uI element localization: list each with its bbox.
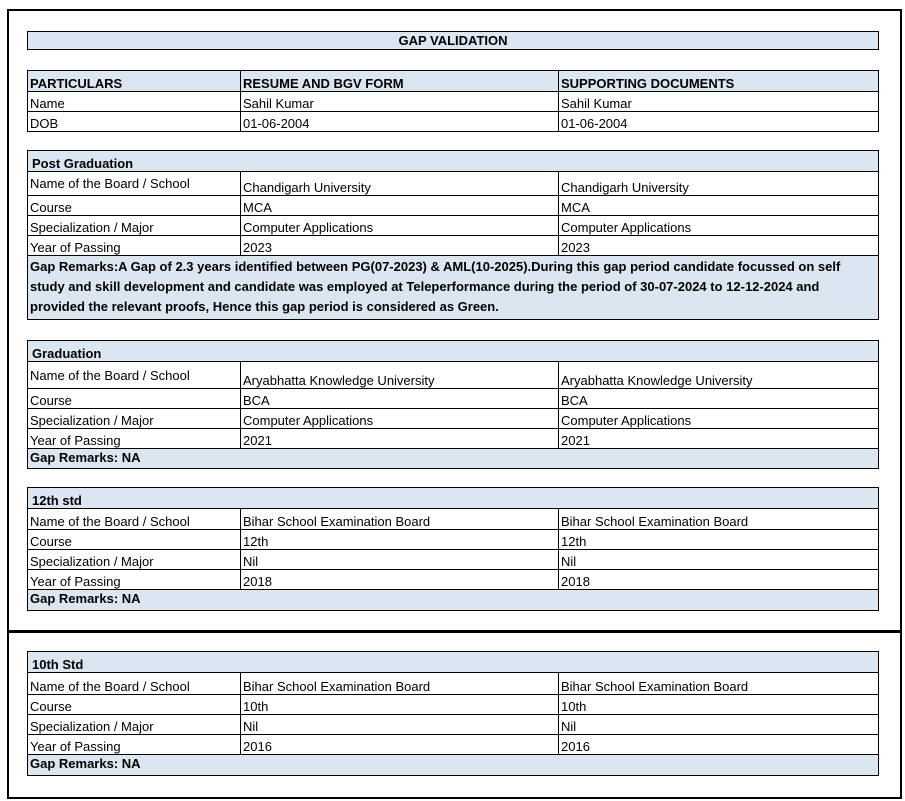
supporting-value: 2023: [561, 240, 590, 255]
table-row: [28, 111, 878, 131]
resume-value: 2018: [241, 570, 559, 589]
gap-remarks: Gap Remarks: NA: [28, 590, 878, 610]
supporting-value: 2021: [561, 433, 590, 448]
table-row: [28, 195, 878, 215]
section-heading-label: 12th std: [32, 493, 82, 508]
resume-value: 01-06-2004: [241, 112, 559, 131]
resume-value: Bihar School Examination Board: [241, 673, 559, 694]
header-particulars: PARTICULARS: [28, 71, 241, 91]
resume-value: 2023: [241, 236, 559, 255]
supporting-value: Computer Applications: [561, 220, 692, 235]
row-label: Name of the Board / School: [28, 509, 241, 529]
supporting-value: Nil: [561, 719, 577, 734]
supporting-value: MCA: [561, 200, 590, 215]
gap-remarks: Gap Remarks: NA: [28, 755, 878, 775]
supporting-value: BCA: [561, 393, 588, 408]
table-row: [28, 235, 878, 255]
resume-value: 2021: [241, 429, 559, 448]
row-label: Specialization / Major: [28, 550, 241, 569]
row-label: Course: [28, 196, 241, 215]
supporting-value: 2016: [561, 739, 590, 754]
table-row: [28, 171, 878, 195]
row-label: Year of Passing: [28, 735, 241, 754]
supporting-value: Bihar School Examination Board: [561, 679, 749, 694]
supporting-value: Computer Applications: [561, 413, 692, 428]
table-row: [28, 734, 878, 754]
supporting-value: 01-06-2004: [561, 116, 628, 131]
section-heading: [28, 151, 878, 171]
resume-value: Chandigarh University: [241, 172, 559, 195]
row-label: Name of the Board / School: [28, 172, 241, 195]
section-graduation: [27, 340, 879, 469]
gap-remarks: Gap Remarks:A Gap of 2.3 years identified between PG(07-2023) & AML(10-2025).During this gap period candidate focussed on self study and skill development and candidate was employed at Teleperformance during the period of 30-07-2024 to 12-12-2024 and provided the relevant proofs, Hence this gap period is considered as Green.: [28, 256, 878, 319]
resume-value: Aryabhatta Knowledge University: [241, 362, 559, 388]
supporting-value: Bihar School Examination Board: [561, 514, 749, 529]
row-label: Name: [28, 92, 241, 111]
resume-value: 12th: [241, 530, 559, 549]
table-row: [28, 569, 878, 589]
page-title: GAP VALIDATION: [27, 31, 879, 50]
resume-value: Computer Applications: [241, 216, 559, 235]
section-heading-label: 10th Std: [32, 657, 84, 672]
gap-remarks: Gap Remarks: NA: [28, 449, 878, 468]
gap-remarks-row: [28, 589, 878, 610]
table-row: [28, 388, 878, 408]
table-row: [28, 694, 878, 714]
row-label: Specialization / Major: [28, 715, 241, 734]
row-label: Year of Passing: [28, 570, 241, 589]
table-row: [28, 714, 878, 734]
row-label: Name of the Board / School: [28, 362, 241, 388]
supporting-value: 12th: [561, 534, 587, 549]
gap-remarks-row: [28, 448, 878, 468]
supporting-value: 2018: [561, 574, 590, 589]
row-label: Year of Passing: [28, 429, 241, 448]
table-row: [28, 428, 878, 448]
resume-value: Sahil Kumar: [241, 92, 559, 111]
resume-value: 2016: [241, 735, 559, 754]
table-row: [28, 361, 878, 388]
row-label: Course: [28, 389, 241, 408]
section-heading: [28, 488, 878, 508]
section-12th-std: [27, 487, 879, 611]
gap-remarks-row: [28, 754, 878, 775]
row-label: Course: [28, 530, 241, 549]
supporting-value: Sahil Kumar: [561, 96, 632, 111]
supporting-value: Nil: [561, 554, 577, 569]
row-label: Course: [28, 695, 241, 714]
resume-value: MCA: [241, 196, 559, 215]
table-row: [28, 215, 878, 235]
section-heading-label: Post Graduation: [32, 156, 134, 171]
table-row: [28, 529, 878, 549]
header-row: [28, 71, 878, 91]
header-supporting: SUPPORTING DOCUMENTS: [561, 76, 735, 91]
resume-value: Nil: [241, 715, 559, 734]
section-heading-label: Graduation: [32, 346, 102, 361]
resume-value: Computer Applications: [241, 409, 559, 428]
table-row: [28, 549, 878, 569]
resume-value: Nil: [241, 550, 559, 569]
table-row: [28, 408, 878, 428]
header-resume: RESUME AND BGV FORM: [241, 71, 559, 91]
section-post-graduation: [27, 150, 879, 320]
table-row: [28, 91, 878, 111]
supporting-value: Aryabhatta Knowledge University: [561, 373, 753, 388]
resume-value: 10th: [241, 695, 559, 714]
section-10th-std: [27, 651, 879, 776]
gap-remarks-row: [28, 255, 878, 319]
row-label: DOB: [28, 112, 241, 131]
table-row: [28, 672, 878, 694]
row-label: Name of the Board / School: [28, 673, 241, 694]
resume-value: Bihar School Examination Board: [241, 509, 559, 529]
section-heading: [28, 652, 878, 672]
row-label: Year of Passing: [28, 236, 241, 255]
resume-value: BCA: [241, 389, 559, 408]
supporting-value: 10th: [561, 699, 587, 714]
table-row: [28, 508, 878, 529]
row-label: Specialization / Major: [28, 409, 241, 428]
section-heading: [28, 341, 878, 361]
supporting-value: Chandigarh University: [561, 180, 689, 195]
row-label: Specialization / Major: [28, 216, 241, 235]
personal-table: [27, 70, 879, 132]
